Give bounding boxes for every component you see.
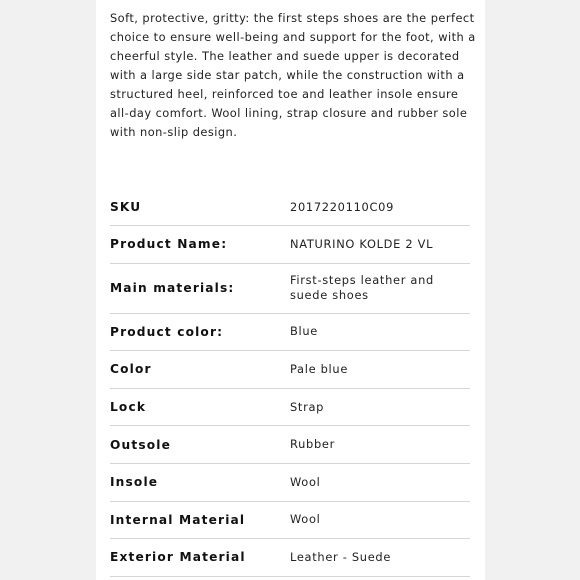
spec-value: Rubber	[290, 437, 335, 452]
spec-row-internal-material	[110, 502, 470, 540]
spec-value: NATURINO KOLDE 2 VL	[290, 236, 434, 251]
spec-label: Internal Material	[110, 512, 246, 527]
spec-row-exterior-material	[110, 539, 470, 577]
spec-row-insole	[110, 464, 470, 502]
specs-table	[110, 189, 470, 577]
spec-value: Wool	[290, 512, 321, 527]
spec-label: Lock	[110, 400, 147, 415]
spec-row-lock	[110, 389, 470, 427]
spec-row-main-materials	[110, 264, 470, 314]
spec-value: Leather - Suede	[290, 549, 392, 564]
spec-value: Wool	[290, 474, 321, 489]
spec-label: Product Name:	[110, 237, 228, 252]
spec-row-product-name	[110, 226, 470, 264]
spec-label: Color	[110, 362, 152, 377]
spec-label: Main materials:	[110, 281, 235, 296]
spec-row-outsole	[110, 426, 470, 464]
spec-label: Exterior Material	[110, 550, 246, 565]
spec-row-product-color	[110, 314, 470, 352]
spec-value: First-steps leather and suede shoes	[290, 273, 434, 303]
spec-value: 2017220110C09	[290, 199, 395, 214]
spec-label: Insole	[110, 475, 159, 490]
spec-value: Pale blue	[290, 361, 349, 376]
spec-label: Product color:	[110, 324, 224, 339]
spec-label: SKU	[110, 200, 142, 214]
spec-row-sku	[110, 189, 470, 226]
product-description: Soft, protective, gritty: the first steps shoes are the perfect choice to ensure well-being and support for the foot, with a cheerful style. The leather and suede upper is decorated with a large side star patch, while the construction with a structured heel, reinforced toe and leather insole ensure all-day comfort. Wool lining, strap closure and rubber sole with non-slip design.	[110, 11, 476, 139]
spec-value: Blue	[290, 324, 319, 339]
spec-label: Outsole	[110, 437, 171, 452]
spec-row-color	[110, 351, 470, 389]
product-details-page	[96, 0, 485, 580]
spec-value: Strap	[290, 399, 325, 414]
